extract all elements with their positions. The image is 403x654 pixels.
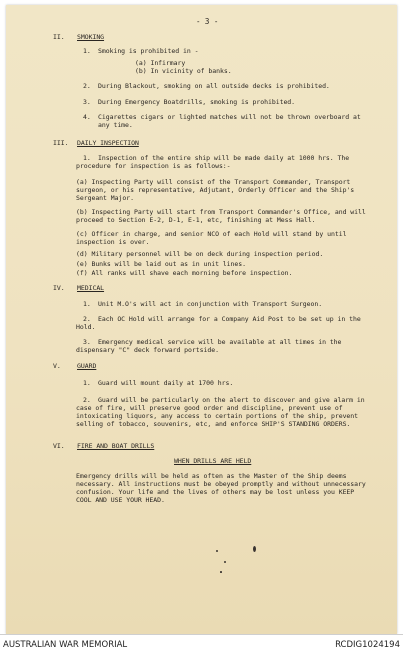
item-number: 3. <box>83 98 91 106</box>
item-text: During Blackout, smoking on all outside decks is prohibited. <box>98 82 330 90</box>
item-text: Emergency drills will be held as often as the Master of the Ship deems necessary. All instructions must be obeyed promptly and without unnecessary confusion. Your life and the lives of others may be lost unless you KEEP COOL AND USE YOUR HEAD. <box>76 472 366 505</box>
section-heading-medical: MEDICAL <box>77 284 105 292</box>
item-text: (a) Inspecting Party will consist of the Transport Commander, Transport surgeon, or his representative, Adjutant, Orderly Officer and the Ship's Sergeant Major. <box>76 178 355 203</box>
item-text: Unit M.O's will act in conjunction with Transport Surgeon. <box>98 300 323 308</box>
page-number: - 3 - <box>196 17 219 26</box>
section-number: VI. <box>53 442 65 450</box>
section-heading-fire-and-boat-drills: FIRE AND BOAT DRILLS <box>77 442 155 450</box>
ink-mark <box>253 546 256 552</box>
item-text: Guard will mount daily at 1700 hrs. <box>98 379 234 387</box>
item-text: (d) Military personnel will be on deck during inspection period. <box>76 250 324 258</box>
item-text: Each OC Hold will arrange for a Company Aid Post to be set up in the Hold. <box>76 315 361 332</box>
ink-mark <box>220 571 222 573</box>
item-text: Emergency medical service will be available at all times in the dispensary "C" deck forward portside. <box>76 338 342 355</box>
ink-mark <box>224 561 226 563</box>
item-text: (f) All ranks will shave each morning before inspection. <box>76 269 293 277</box>
item-text: (a) Infirmary <box>135 59 186 67</box>
item-number: 1. <box>83 379 91 387</box>
item-text: (e) Bunks will be laid out as in unit lines. <box>76 260 246 268</box>
item-text: Cigarettes cigars or lighted matches will not be thrown overboard at any time. <box>98 113 361 130</box>
footer-credit: AUSTRALIAN WAR MEMORIAL <box>3 640 128 650</box>
item-text: (b) Inspecting Party will start from Transport Commander's Office, and will proceed to Section E-2, D-1, E-1, etc, finishing at Mess Hall. <box>76 208 366 225</box>
item-text: During Emergency Boatdrills, smoking is prohibited. <box>98 98 296 106</box>
ink-mark <box>216 550 218 552</box>
footer-bar <box>0 634 403 654</box>
item-text: Smoking is prohibited in - <box>98 47 199 55</box>
item-text: Inspection of the entire ship will be made daily at 1000 hrs. The procedure for inspection is as follows:- <box>76 154 350 171</box>
item-number: 2. <box>83 396 91 404</box>
paper-sheet <box>6 5 397 634</box>
section-number: III. <box>53 139 69 147</box>
section-number: II. <box>53 33 65 41</box>
section-heading-daily-inspection: DAILY INSPECTION <box>77 139 139 147</box>
item-text: (b) In vicinity of banks. <box>135 67 232 75</box>
item-text: (c) Officer in charge, and senior NCO of each Hold will stand by until inspection is over. <box>76 230 347 247</box>
item-number: 4. <box>83 113 91 121</box>
item-number: 1. <box>83 47 91 55</box>
item-number: 1. <box>83 154 91 162</box>
section-number: V. <box>53 362 61 370</box>
subheading-when-drills-are-held: WHEN DRILLS ARE HELD <box>174 457 252 465</box>
footer-record-id: RCDIG1024194 <box>335 640 400 650</box>
item-number: 1. <box>83 300 91 308</box>
section-heading-smoking: SMOKING <box>77 33 105 41</box>
item-number: 3. <box>83 338 91 346</box>
item-number: 2. <box>83 82 91 90</box>
item-text: Guard will be particularly on the alert to discover and give alarm in case of fire, will preserve good order and discipline, prevent use of intoxicating liquors, any access to certain portions of the ship, prevent selling of tobacco, souvenirs, etc, and enforce SHIP'S STANDING ORDERS. <box>76 396 365 429</box>
section-heading-guard: GUARD <box>77 362 97 370</box>
section-number: IV. <box>53 284 65 292</box>
item-number: 2. <box>83 315 91 323</box>
